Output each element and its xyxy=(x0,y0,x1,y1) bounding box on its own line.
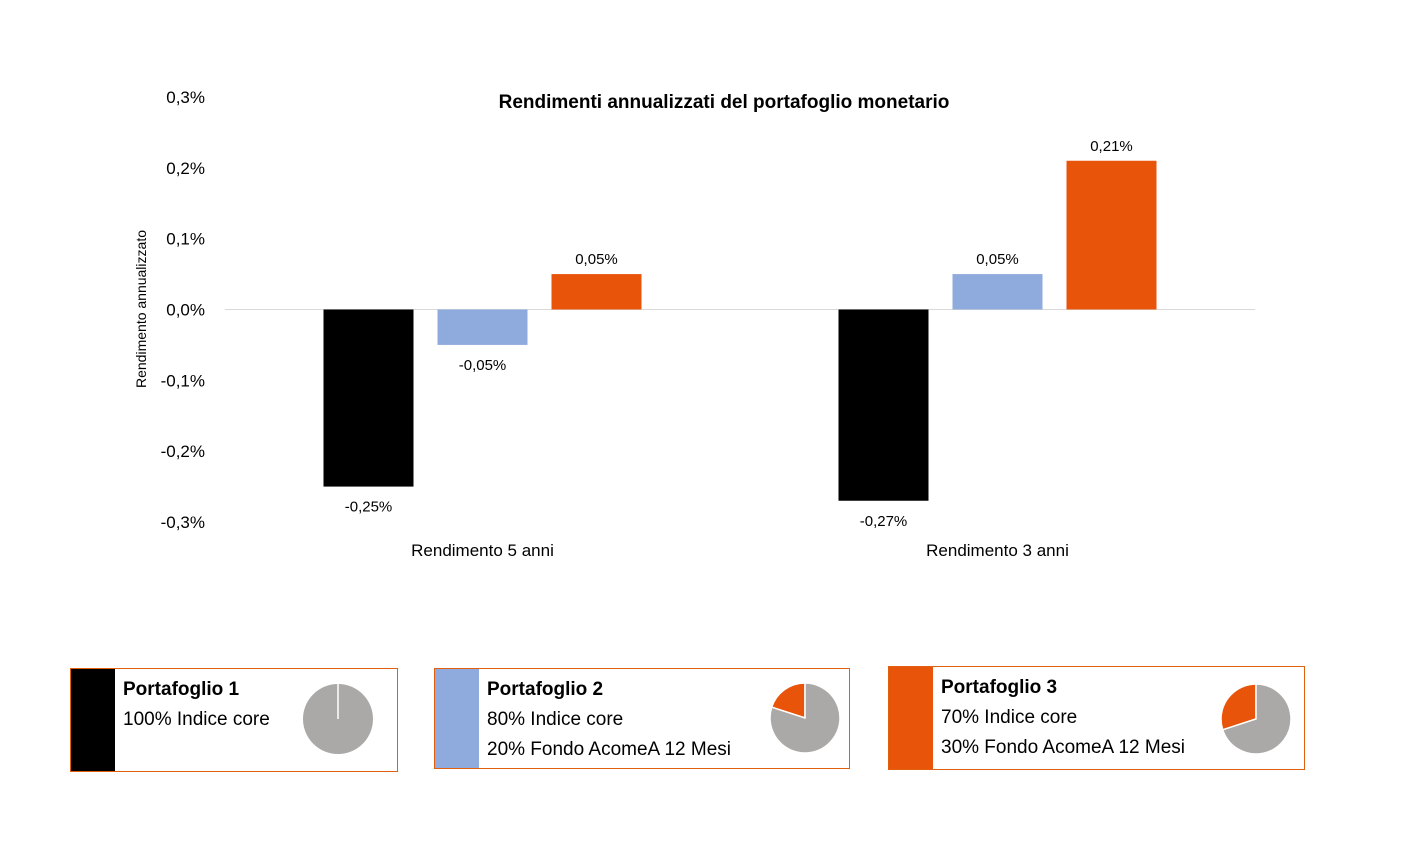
legend-text xyxy=(487,675,731,765)
bar-1-1 xyxy=(324,310,414,487)
x-tick-label: Rendimento 3 anni xyxy=(926,541,1069,560)
legend-line: 70% Indice core xyxy=(941,707,1078,728)
legend-line: 80% Indice core xyxy=(487,709,624,730)
data-label: -0,05% xyxy=(458,356,507,374)
y-tick-label: 0,0% xyxy=(166,300,205,320)
legend-line: 100% Indice core xyxy=(123,709,270,730)
legend-item-portafoglio-2 xyxy=(434,668,850,769)
legend-title: Portafoglio 3 xyxy=(941,677,1058,698)
bar-1-2 xyxy=(839,310,929,501)
y-tick-label: -0,1% xyxy=(160,371,205,391)
data-label: -0,27% xyxy=(859,512,908,530)
legend-title: Portafoglio 1 xyxy=(123,679,240,700)
legend-line: 20% Fondo AcomeA 12 Mesi xyxy=(487,739,731,760)
legend-swatch xyxy=(889,667,933,769)
allocation-pie-chart xyxy=(302,683,374,755)
y-tick-label: -0,3% xyxy=(160,513,205,532)
allocation-pie-chart xyxy=(1220,683,1292,755)
bar-2-1 xyxy=(438,310,528,345)
legend-item-portafoglio-1 xyxy=(70,668,398,772)
bar-3-2 xyxy=(1067,161,1157,310)
data-label: 0,05% xyxy=(976,251,1019,269)
y-tick-label: 0,2% xyxy=(166,158,205,178)
data-label: 0,05% xyxy=(575,251,618,269)
y-tick-label: -0,2% xyxy=(160,442,205,462)
chart-title: Rendimenti annualizzati del portafoglio monetario xyxy=(498,92,950,113)
x-tick-label: Rendimento 5 anni xyxy=(411,541,554,560)
data-label: 0,21% xyxy=(1090,137,1133,155)
y-axis-label: Rendimento annualizzato xyxy=(133,230,149,388)
allocation-pie-chart xyxy=(769,682,841,754)
legend-text xyxy=(941,673,1185,763)
legend-swatch xyxy=(71,669,115,771)
legend-line: 30% Fondo AcomeA 12 Mesi xyxy=(941,737,1185,758)
y-tick-label: 0,3% xyxy=(166,88,205,107)
legend-title: Portafoglio 2 xyxy=(487,679,604,700)
bar-3-1 xyxy=(552,274,642,309)
y-tick-label: 0,1% xyxy=(166,229,205,249)
legend-item-portafoglio-3 xyxy=(888,666,1305,770)
legend-swatch xyxy=(435,669,479,768)
data-label: -0,25% xyxy=(344,498,393,516)
legend-text xyxy=(123,675,270,735)
bar-2-2 xyxy=(953,274,1043,309)
